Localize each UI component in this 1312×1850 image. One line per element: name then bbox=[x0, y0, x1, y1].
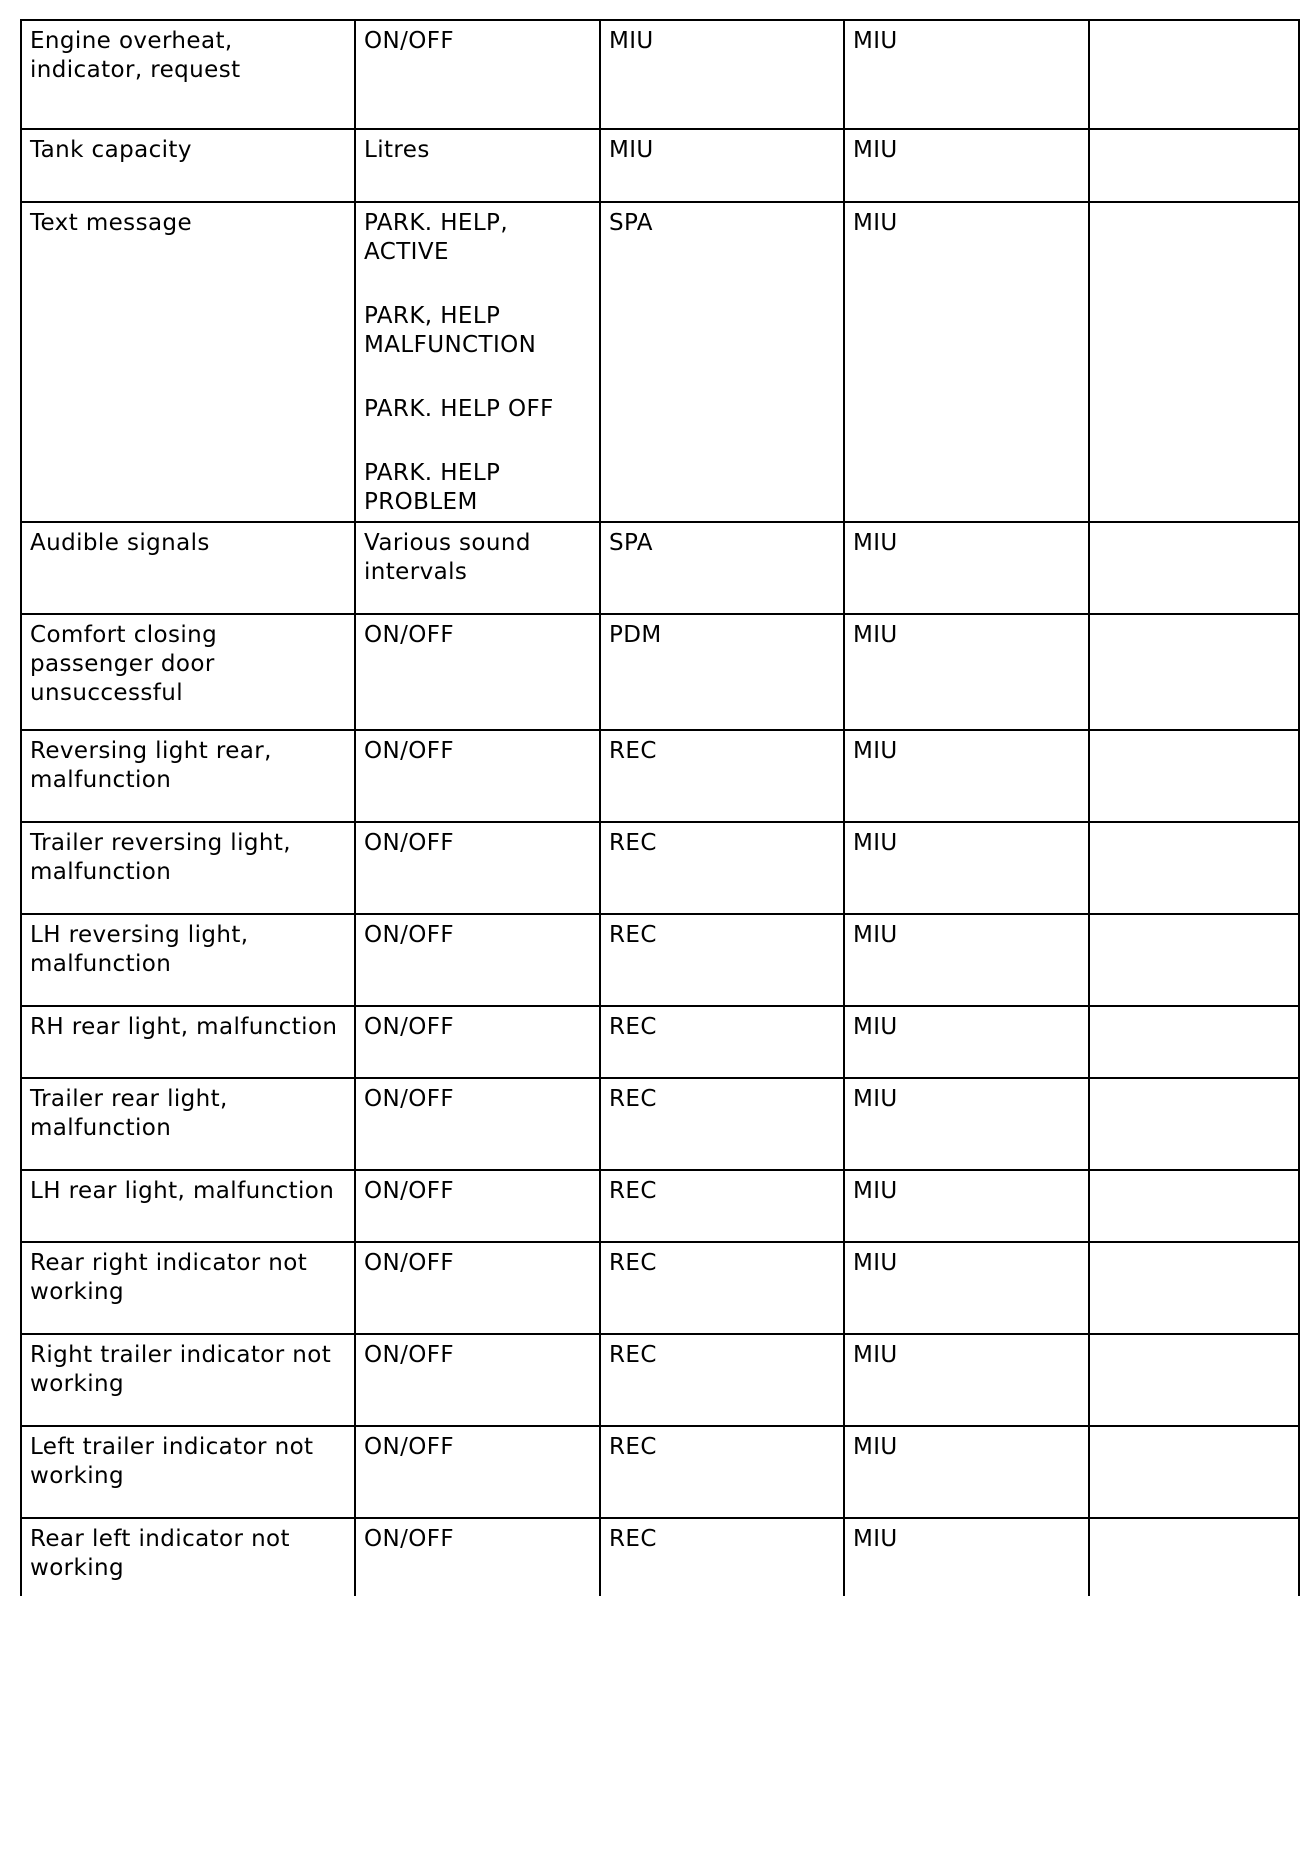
receiver-cell: MIU bbox=[844, 1334, 1089, 1426]
signal-cell bbox=[21, 822, 355, 914]
value-text: ON/OFF bbox=[364, 622, 455, 648]
value-text: ON/OFF bbox=[364, 830, 455, 856]
transmitter-cell: REC bbox=[600, 1242, 844, 1334]
value-cell bbox=[355, 614, 600, 730]
signal-cell bbox=[21, 1242, 355, 1334]
transmitter-cell: REC bbox=[600, 822, 844, 914]
signal-text: Engine overheat, bbox=[30, 28, 233, 54]
value-text: ON/OFF bbox=[364, 1434, 455, 1460]
value-paragraph bbox=[364, 737, 593, 766]
table-row bbox=[21, 129, 1299, 202]
transmitter-cell: SPA bbox=[600, 522, 844, 614]
receiver-cell: MIU bbox=[844, 1006, 1089, 1078]
transmitter-cell: MIU bbox=[600, 129, 844, 202]
value-text: ON/OFF bbox=[364, 1342, 455, 1368]
value-paragraph bbox=[364, 529, 593, 587]
receiver-cell: MIU bbox=[844, 20, 1089, 129]
receiver-cell: MIU bbox=[844, 1518, 1089, 1596]
signal-text: unsuccessful bbox=[30, 680, 183, 706]
value-cell bbox=[355, 822, 600, 914]
signal-text: working bbox=[30, 1555, 125, 1581]
value-cell bbox=[355, 129, 600, 202]
signal-table-page bbox=[20, 19, 1300, 1596]
value-paragraph bbox=[364, 921, 593, 950]
signal-text: Reversing light rear, bbox=[30, 738, 272, 764]
value-text: ON/OFF bbox=[364, 1014, 455, 1040]
value-text: ON/OFF bbox=[364, 1178, 455, 1204]
table-row bbox=[21, 202, 1299, 522]
signal-cell bbox=[21, 20, 355, 129]
transmitter-cell: REC bbox=[600, 1078, 844, 1170]
signal-text: Comfort closing bbox=[30, 622, 218, 648]
table-row bbox=[21, 1518, 1299, 1596]
signal-text: Right trailer indicator not bbox=[30, 1342, 332, 1368]
signal-cell bbox=[21, 1518, 355, 1596]
value-text: ON/OFF bbox=[364, 738, 455, 764]
value-cell bbox=[355, 1518, 600, 1596]
value-text: intervals bbox=[364, 559, 468, 585]
signal-text: working bbox=[30, 1279, 125, 1305]
signal-table bbox=[20, 19, 1300, 1596]
note-cell bbox=[1089, 1006, 1299, 1078]
signal-cell bbox=[21, 614, 355, 730]
signal-text: malfunction bbox=[30, 951, 172, 977]
note-cell bbox=[1089, 129, 1299, 202]
value-text: Litres bbox=[364, 137, 430, 163]
value-text: Various sound bbox=[364, 530, 531, 556]
table-row bbox=[21, 1242, 1299, 1334]
signal-cell bbox=[21, 914, 355, 1006]
value-cell bbox=[355, 914, 600, 1006]
note-cell bbox=[1089, 614, 1299, 730]
note-cell bbox=[1089, 822, 1299, 914]
table-row bbox=[21, 1334, 1299, 1426]
value-text: ACTIVE bbox=[364, 239, 449, 265]
value-paragraph bbox=[364, 1433, 593, 1462]
signal-text: LH rear light, malfunction bbox=[30, 1178, 335, 1204]
note-cell bbox=[1089, 20, 1299, 129]
note-cell bbox=[1089, 1426, 1299, 1518]
signal-text: passenger door bbox=[30, 651, 215, 677]
value-paragraph bbox=[364, 209, 593, 267]
signal-text: Trailer rear light, bbox=[30, 1086, 228, 1112]
value-paragraph bbox=[364, 1249, 593, 1278]
signal-cell bbox=[21, 202, 355, 522]
transmitter-cell: REC bbox=[600, 1426, 844, 1518]
value-paragraph bbox=[364, 136, 593, 165]
receiver-cell: MIU bbox=[844, 822, 1089, 914]
value-text: ON/OFF bbox=[364, 1526, 455, 1552]
signal-text: malfunction bbox=[30, 1115, 172, 1141]
value-paragraph bbox=[364, 1177, 593, 1206]
note-cell bbox=[1089, 1518, 1299, 1596]
signal-text: Left trailer indicator not bbox=[30, 1434, 314, 1460]
value-cell bbox=[355, 730, 600, 822]
value-paragraph bbox=[364, 829, 593, 858]
receiver-cell: MIU bbox=[844, 129, 1089, 202]
value-paragraph bbox=[364, 621, 593, 650]
signal-text: indicator, request bbox=[30, 57, 241, 83]
signal-text: Text message bbox=[30, 210, 192, 236]
value-text: ON/OFF bbox=[364, 922, 455, 948]
value-text: PROBLEM bbox=[364, 489, 478, 515]
receiver-cell: MIU bbox=[844, 1170, 1089, 1242]
signal-text: Tank capacity bbox=[30, 137, 192, 163]
signal-cell bbox=[21, 1078, 355, 1170]
note-cell bbox=[1089, 1334, 1299, 1426]
value-cell bbox=[355, 1170, 600, 1242]
signal-cell bbox=[21, 1334, 355, 1426]
value-text: ON/OFF bbox=[364, 1086, 455, 1112]
note-cell bbox=[1089, 1078, 1299, 1170]
value-text: PARK. HELP bbox=[364, 460, 501, 486]
table-row bbox=[21, 822, 1299, 914]
note-cell bbox=[1089, 522, 1299, 614]
signal-text: Rear right indicator not bbox=[30, 1250, 308, 1276]
signal-text: malfunction bbox=[30, 859, 172, 885]
receiver-cell: MIU bbox=[844, 1242, 1089, 1334]
transmitter-cell: REC bbox=[600, 1006, 844, 1078]
value-text: MALFUNCTION bbox=[364, 332, 537, 358]
table-row bbox=[21, 522, 1299, 614]
receiver-cell: MIU bbox=[844, 614, 1089, 730]
transmitter-cell: PDM bbox=[600, 614, 844, 730]
signal-text: Rear left indicator not bbox=[30, 1526, 290, 1552]
transmitter-cell: REC bbox=[600, 914, 844, 1006]
value-cell bbox=[355, 1426, 600, 1518]
transmitter-cell: REC bbox=[600, 1334, 844, 1426]
table-row bbox=[21, 1170, 1299, 1242]
signal-text: malfunction bbox=[30, 767, 172, 793]
table-row bbox=[21, 1426, 1299, 1518]
signal-text: RH rear light, malfunction bbox=[30, 1014, 338, 1040]
transmitter-cell: MIU bbox=[600, 20, 844, 129]
table-row bbox=[21, 1078, 1299, 1170]
receiver-cell: MIU bbox=[844, 522, 1089, 614]
value-paragraph bbox=[364, 1341, 593, 1370]
value-text: PARK, HELP bbox=[364, 303, 501, 329]
value-text: PARK. HELP, bbox=[364, 210, 509, 236]
receiver-cell: MIU bbox=[844, 202, 1089, 522]
value-cell bbox=[355, 202, 600, 522]
signal-cell bbox=[21, 129, 355, 202]
transmitter-cell: REC bbox=[600, 730, 844, 822]
value-paragraph bbox=[364, 1085, 593, 1114]
signal-cell bbox=[21, 1006, 355, 1078]
table-row bbox=[21, 20, 1299, 129]
transmitter-cell: REC bbox=[600, 1518, 844, 1596]
signal-text: Trailer reversing light, bbox=[30, 830, 291, 856]
signal-text: working bbox=[30, 1463, 125, 1489]
signal-cell bbox=[21, 1170, 355, 1242]
value-cell bbox=[355, 1334, 600, 1426]
value-paragraph bbox=[364, 395, 593, 424]
value-paragraph bbox=[364, 1013, 593, 1042]
table-row bbox=[21, 1006, 1299, 1078]
value-paragraph bbox=[364, 459, 593, 517]
value-paragraph bbox=[364, 27, 593, 56]
signal-cell bbox=[21, 1426, 355, 1518]
receiver-cell: MIU bbox=[844, 914, 1089, 1006]
receiver-cell: MIU bbox=[844, 1426, 1089, 1518]
signal-text: Audible signals bbox=[30, 530, 210, 556]
table-row bbox=[21, 914, 1299, 1006]
note-cell bbox=[1089, 730, 1299, 822]
signal-text: LH reversing light, bbox=[30, 922, 249, 948]
table-row bbox=[21, 730, 1299, 822]
signal-cell bbox=[21, 522, 355, 614]
note-cell bbox=[1089, 914, 1299, 1006]
transmitter-cell: SPA bbox=[600, 202, 844, 522]
value-cell bbox=[355, 1006, 600, 1078]
receiver-cell: MIU bbox=[844, 1078, 1089, 1170]
signal-table-body bbox=[21, 20, 1299, 1596]
receiver-cell: MIU bbox=[844, 730, 1089, 822]
value-text: ON/OFF bbox=[364, 1250, 455, 1276]
signal-cell bbox=[21, 730, 355, 822]
note-cell bbox=[1089, 202, 1299, 522]
value-text: ON/OFF bbox=[364, 28, 455, 54]
note-cell bbox=[1089, 1242, 1299, 1334]
signal-text: working bbox=[30, 1371, 125, 1397]
value-paragraph bbox=[364, 302, 593, 360]
note-cell bbox=[1089, 1170, 1299, 1242]
value-cell bbox=[355, 522, 600, 614]
table-row bbox=[21, 614, 1299, 730]
value-cell bbox=[355, 1242, 600, 1334]
transmitter-cell: REC bbox=[600, 1170, 844, 1242]
value-cell bbox=[355, 20, 600, 129]
value-cell bbox=[355, 1078, 600, 1170]
value-text: PARK. HELP OFF bbox=[364, 396, 554, 422]
value-paragraph bbox=[364, 1525, 593, 1554]
